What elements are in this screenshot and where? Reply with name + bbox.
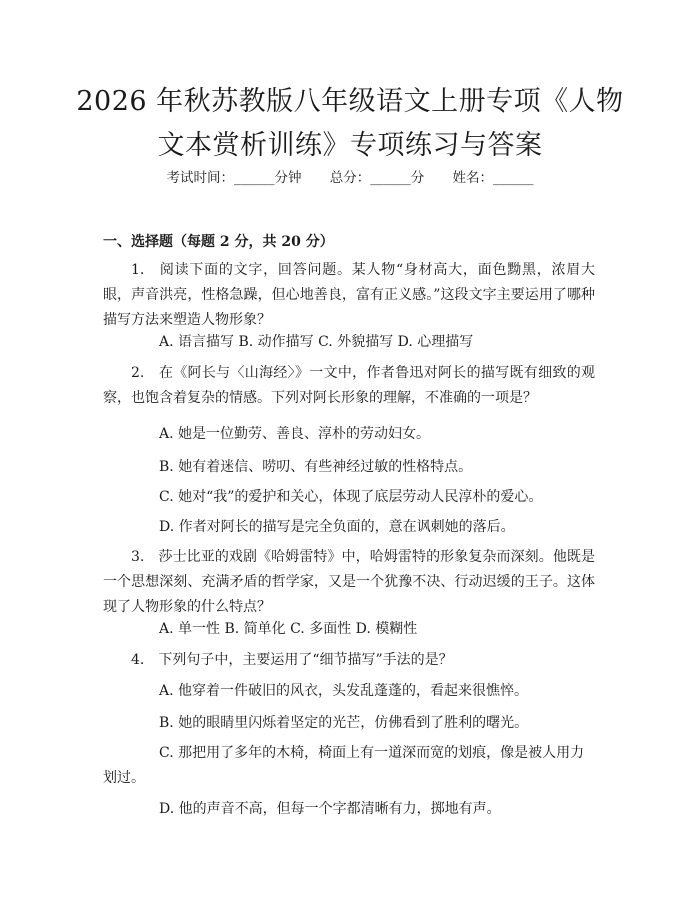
question-4-option-a: A. 他穿着一件破旧的风衣，头发乱蓬蓬的，看起来很憔悴。 [159,683,529,699]
exam-meta-line [0,166,700,186]
question-4-option-c: C. 那把用了多年的木椅，椅面上有一道深而宽的划痕，像是被人用力划过。 [103,745,585,786]
student-name-field: 姓名：______ [452,170,534,186]
question-3-stem: 3. 莎士比亚的戏剧《哈姆雷特》中，哈姆雷特的形象复杂而深刻。他既是一个思想深刻、充满矛盾的哲学家，又是一个犹豫不决、行动迟缓的王子。这体现了人物形象的什么特点？ [103,549,595,615]
question-4-option-b: B. 她的眼睛里闪烁着坚定的光芒，仿佛看到了胜利的曙光。 [159,715,529,731]
question-4-stem: 4. 下列句子中，主要运用了“细节描写”手法的是？ [131,652,453,668]
exam-time-field: 考试时间：______分钟 [166,170,302,186]
question-4-option-d: D. 他的声音不高，但每一个字都清晰有力，掷地有声。 [159,801,501,817]
question-2-stem: 2. 在《阿长与〈山海经〉》一文中，作者鲁迅对阿长的描写既有细致的观察，也饱含着复杂的情感。下列对阿长形象的理解，不准确的一项是？ [103,365,595,406]
section-heading-choice: 一、选择题（每题 2 分，共 20 分） [103,234,334,250]
document-title [60,80,640,168]
question-3-options: A. 单一性 B. 简单化 C. 多面性 D. 模糊性 [159,621,418,637]
question-1-options: A. 语言描写 B. 动作描写 C. 外貌描写 D. 心理描写 [159,334,474,350]
total-score-field: 总分：______分 [329,170,425,186]
question-2-option-a: A. 她是一位勤劳、善良、淳朴的劳动妇女。 [159,426,431,442]
title-line-1: 2026 年秋苏教版八年级语文上册专项《人物 [76,86,624,117]
question-2-option-b: B. 她有着迷信、唠叨、有些神经过敏的性格特点。 [159,459,473,475]
question-2-option-c: C. 她对“我”的爱护和关心，体现了底层劳动人民淳朴的爱心。 [159,489,543,505]
question-1-stem: 1. 阅读下面的文字，回答问题。某人物“身材高大，面色黝黑，浓眉大眼，声音洪亮，性格急躁，但心地善良，富有正义感。”这段文字主要运用了哪种描写方法来塑造人物形象？ [103,262,595,328]
question-2-option-d: D. 作者对阿长的描写是完全负面的，意在讽刺她的落后。 [159,519,515,535]
title-line-2: 文本赏析训练》专项练习与答案 [157,130,543,161]
